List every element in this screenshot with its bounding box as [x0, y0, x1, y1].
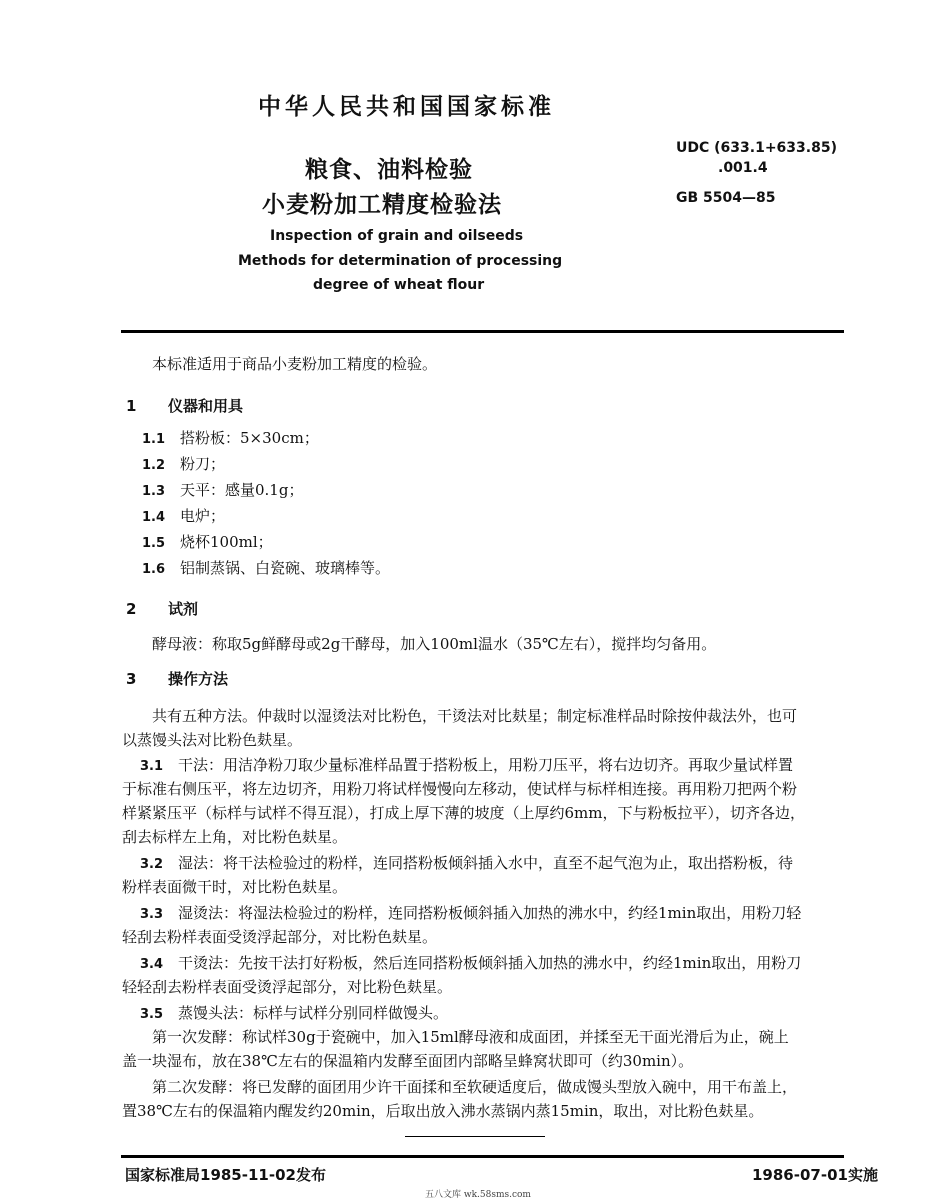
intro-text: 本标准适用于商品小麦粉加工精度的检验。	[152, 355, 438, 373]
list-item: 1.5 烧杯100ml；	[142, 533, 273, 551]
paragraph-line: 样紧紧压平（标样与试样不得互混），打成上厚下薄的坡度（上厚约6mm，下与粉板拉平），切齐各边，	[122, 804, 805, 822]
section-1-heading	[126, 395, 243, 416]
list-item: 1.4 电炉；	[142, 507, 226, 525]
paragraph-line: 轻刮去粉样表面受烫浮起部分，对比粉色麸星。	[122, 928, 438, 946]
section-3-title: 操作方法	[168, 670, 229, 688]
list-item: 1.1 搭粉板：5×30cm；	[142, 429, 319, 447]
title-line-2: 小麦粉加工精度检验法	[262, 192, 502, 218]
paragraph-3-2: 3.2 湿法：将干法检验过的粉样，连同搭粉板倾斜插入水中，直至不起气泡为止，取出搭粉板，待	[140, 854, 794, 872]
effective-date: 1986-07-01实施	[752, 1166, 878, 1184]
section-3-heading	[126, 668, 228, 689]
first-fermentation-line: 第一次发酵：称试样30g于瓷碗中，加入15ml酵母液和成面团，并揉至无干面光滑后为止，碗上	[152, 1028, 789, 1046]
paragraph-line: 于标准右侧压平，将左边切齐，用粉刀将试样慢慢向左移动，使试样与标样相连接。再用粉刀把两个粉	[122, 780, 798, 798]
paragraph-line: 粉样表面微干时，对比粉色麸星。	[122, 878, 348, 896]
paragraph-line: 刮去标样左上角，对比粉色麸星。	[122, 828, 348, 846]
issue-date: 国家标准局1985-11-02发布	[125, 1166, 326, 1184]
gb-number: GB 5504—85	[676, 190, 776, 206]
section-1-title: 仪器和用具	[168, 397, 244, 415]
section-1-number: 1	[126, 397, 137, 415]
english-title-line-3: degree of wheat flour	[313, 277, 485, 293]
reagent-text: 酵母液：称取5g鲜酵母或2g干酵母，加入100ml温水（35℃左右），搅拌均匀备用。	[152, 635, 717, 653]
paragraph-line: 轻轻刮去粉样表面受烫浮起部分，对比粉色麸星。	[122, 978, 453, 996]
section-2-number: 2	[126, 600, 137, 618]
udc-code: UDC (633.1+633.85)	[676, 140, 837, 156]
content-end-divider	[405, 1136, 545, 1137]
title-line-1: 粮食、油料检验	[305, 157, 473, 183]
paragraph-3-1: 3.1 干法：用洁净粉刀取少量标准样品置于搭粉板上，用粉刀压平，将右边切齐。再取少量试样置	[140, 756, 794, 774]
list-item: 1.3 天平：感量0.1g；	[142, 481, 304, 499]
section-2-title: 试剂	[168, 600, 199, 618]
section-3-intro-line: 以蒸馒头法对比粉色麸星。	[122, 731, 303, 749]
national-standard-heading: 中华人民共和国国家标准	[258, 94, 555, 120]
paragraph-3-5: 3.5 蒸馒头法：标样与试样分别同样做馒头。	[140, 1004, 449, 1022]
english-title-line-1: Inspection of grain and oilseeds	[270, 228, 524, 244]
udc-code-suffix: .001.4	[718, 160, 768, 176]
list-item: 1.6 铝制蒸锅、白瓷碗、玻璃棒等。	[142, 559, 391, 577]
paragraph-3-3: 3.3 湿烫法：将湿法检验过的粉样，连同搭粉板倾斜插入加热的沸水中，约经1min取出，用粉刀轻	[140, 904, 802, 922]
first-fermentation-line: 盖一块湿布，放在38℃左右的保温箱内发酵至面团内部略呈蜂窝状即可（约30min）。	[122, 1052, 694, 1070]
section-3-intro-line: 共有五种方法。仲裁时以湿烫法对比粉色，干烫法对比麸星；制定标准样品时除按仲裁法外，也可	[152, 707, 798, 725]
section-2-heading	[126, 598, 198, 619]
list-item: 1.2 粉刀；	[142, 455, 226, 473]
second-fermentation-line: 置38℃左右的保温箱内醒发约20min，后取出放入沸水蒸锅内蒸15min，取出，对比粉色麸星。	[122, 1102, 764, 1120]
paragraph-3-4: 3.4 干烫法：先按干法打好粉板，然后连同搭粉板倾斜插入加热的沸水中，约经1min取出，用粉刀	[140, 954, 802, 972]
second-fermentation-line: 第二次发酵：将已发酵的面团用少许干面揉和至软硬适度后，做成馒头型放入碗中，用干布盖上，	[152, 1078, 798, 1096]
english-title-line-2: Methods for determination of processing	[238, 253, 563, 269]
header-divider	[121, 330, 844, 333]
footer-divider	[121, 1155, 844, 1158]
section-3-number: 3	[126, 670, 137, 688]
watermark-text: 五八文库 wk.58sms.com	[425, 1190, 531, 1200]
